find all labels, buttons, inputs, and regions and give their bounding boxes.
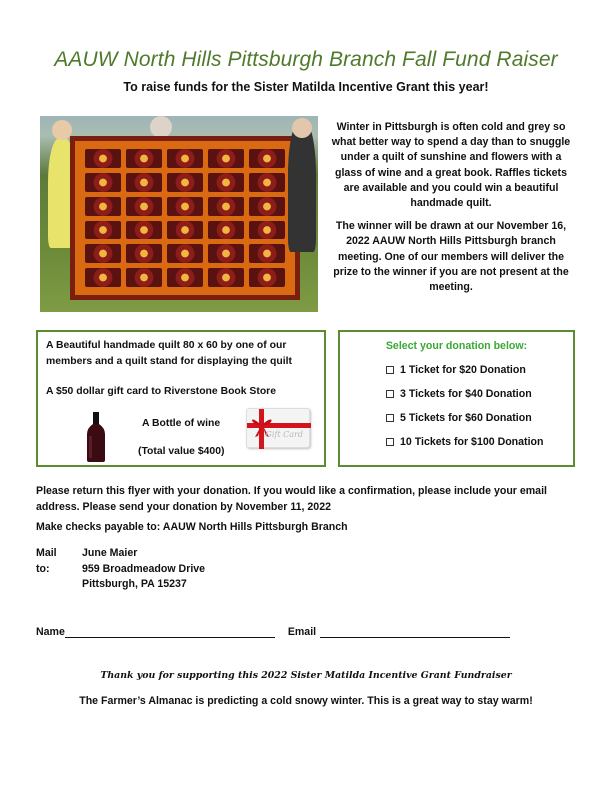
flyer-subtitle: To raise funds for the Sister Matilda Incentive Grant this year! — [123, 80, 489, 94]
checkbox-icon[interactable] — [386, 366, 394, 374]
intro-text — [326, 120, 576, 303]
person-middle — [150, 116, 172, 138]
intro-paragraph-1: Winter in Pittsburgh is often cold and grey so what better way to spend a day than to snuggle under a quilt of sunshine and flowers with a glass of wine and a great book. Raffles tickets are available and you could win a beautiful handmade quilt. — [331, 121, 571, 210]
wine-bottle-icon — [84, 412, 108, 462]
quilt-photo — [40, 116, 318, 312]
prize-gift-card: A $50 dollar gift card to Riverstone Book Store — [46, 386, 276, 397]
prize-wine: A Bottle of wine — [142, 418, 221, 429]
email-field[interactable] — [320, 627, 510, 638]
contact-fields — [36, 626, 510, 638]
mail-address — [82, 546, 282, 593]
donation-box — [338, 330, 575, 467]
name-field[interactable] — [65, 627, 275, 638]
quilt-image — [70, 136, 300, 300]
checkbox-icon[interactable] — [386, 414, 394, 422]
checkbox-icon[interactable] — [386, 390, 394, 398]
gift-card-icon — [246, 408, 310, 448]
mail-city: Pittsburgh, PA 15237 — [82, 578, 187, 590]
email-label: Email — [287, 626, 317, 638]
name-label: Name — [36, 626, 65, 638]
mail-name: June Maier — [82, 547, 138, 559]
intro-paragraph-2: The winner will be drawn at our November 16, 2022 AAUW North Hills Pittsburgh branch meeting. One of our members will deliver the prize to the winner if you are not present at the meeting. — [333, 220, 569, 294]
prize-quilt: A Beautiful handmade quilt 80 x 60 by one of our members and a quilt stand for displaying the quilt — [46, 340, 292, 367]
donation-option-label: 1 Ticket for $20 Donation — [400, 364, 526, 376]
donation-option-5[interactable] — [386, 412, 532, 424]
checkbox-icon[interactable] — [386, 438, 394, 446]
donation-option-label: 3 Tickets for $40 Donation — [400, 388, 532, 400]
prize-total-value: (Total value $400) — [138, 446, 225, 457]
donation-option-label: 10 Tickets for $100 Donation — [400, 436, 544, 448]
mail-street: 959 Broadmeadow Drive — [82, 562, 206, 575]
donation-option-10[interactable] — [386, 436, 543, 448]
person-right — [288, 122, 316, 252]
donation-title: Select your donation below: — [385, 340, 528, 352]
gift-card-text: Gift Card — [265, 430, 303, 439]
return-instructions: Please return this flyer with your donation. If you would like a confirmation, please include your email address. Please send your donation by November 11, 2022 — [36, 485, 547, 513]
checks-payable: Make checks payable to: AAUW North Hills Pittsburgh Branch — [36, 521, 348, 533]
mail-to-label: Mail to: — [36, 547, 57, 575]
donation-option-label: 5 Tickets for $60 Donation — [400, 412, 532, 424]
farmers-almanac-note: The Farmer’s Almanac is predicting a cold snowy winter. This is a great way to stay warm! — [79, 695, 533, 707]
donation-option-1[interactable] — [386, 364, 526, 376]
prizes-box — [36, 330, 326, 467]
flyer-title: AAUW North Hills Pittsburgh Branch Fall Fund Raiser — [54, 48, 558, 71]
donation-option-3[interactable] — [386, 388, 532, 400]
thank-you-note: Thank you for supporting this 2022 Sister Matilda Incentive Grant Fundraiser — [100, 670, 512, 681]
